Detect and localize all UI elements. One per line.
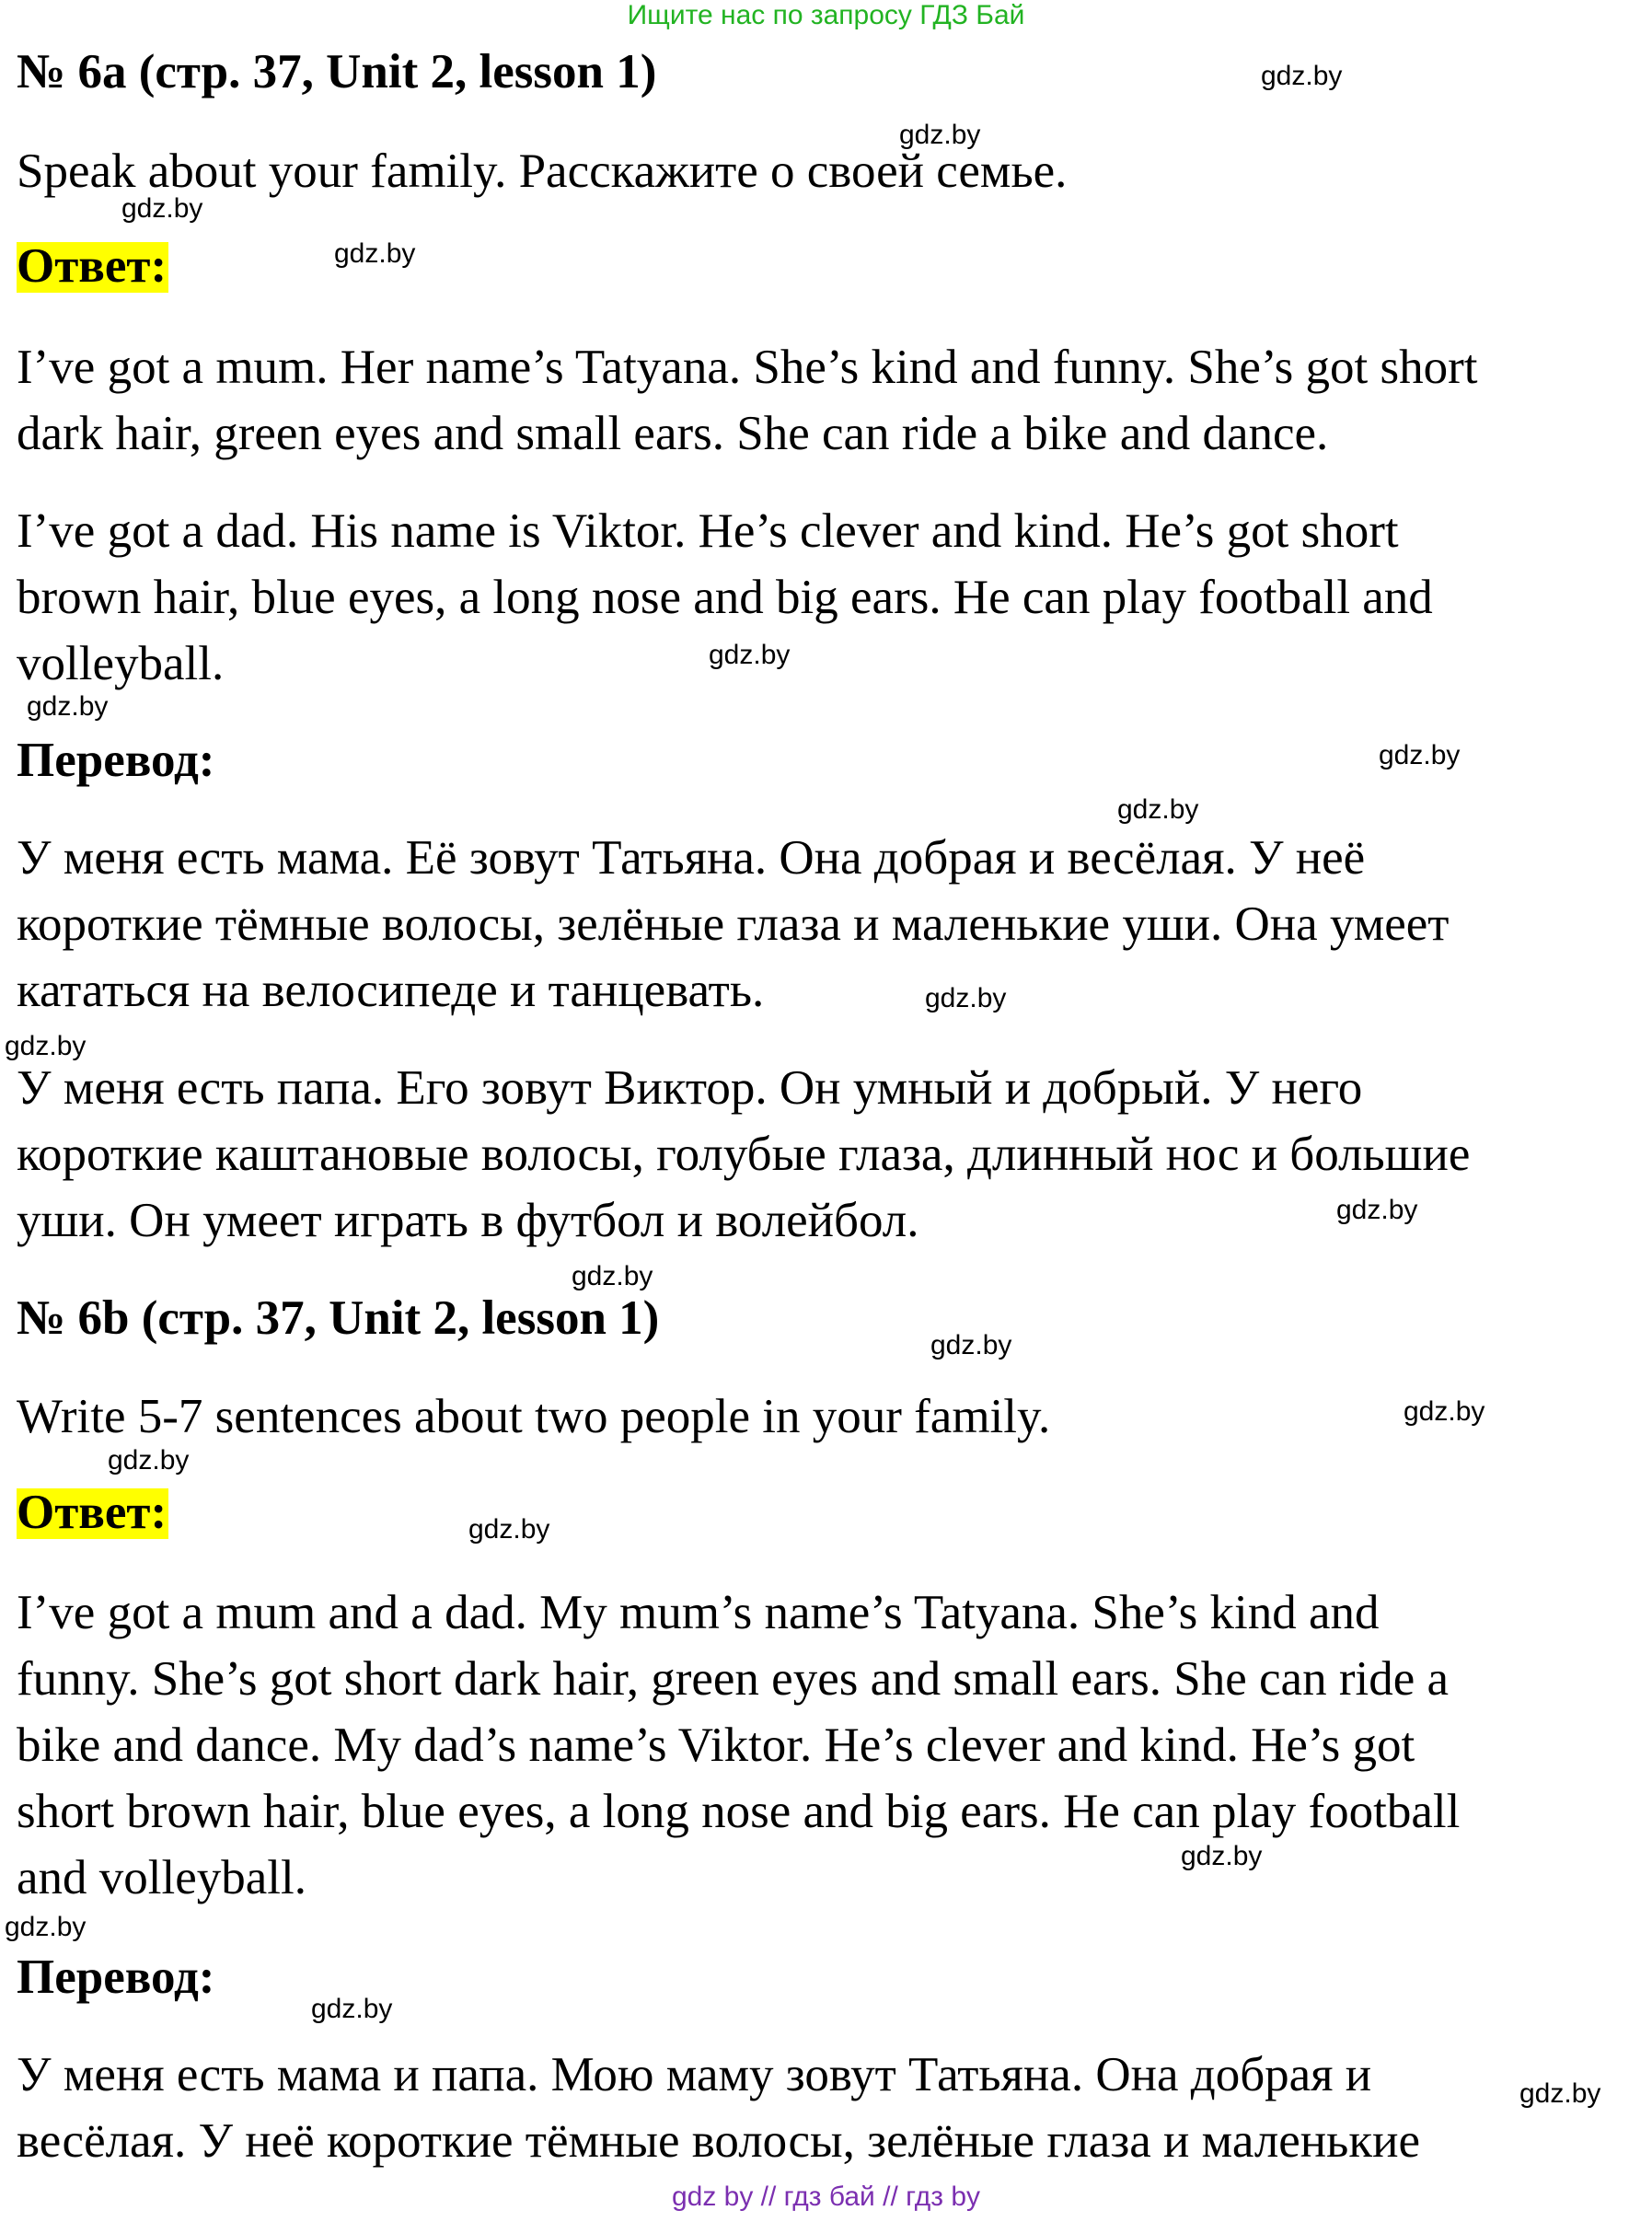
watermark: gdz.by — [5, 1912, 87, 1942]
watermark: gdz.by — [1336, 1195, 1418, 1225]
task-6b-answer-label: Ответ: — [17, 1486, 168, 1539]
watermark: gdz.by — [27, 691, 109, 722]
task-6a-heading: № 6a (стр. 37, Unit 2, lesson 1) — [17, 45, 657, 98]
task-6b-heading: № 6b (стр. 37, Unit 2, lesson 1) — [17, 1291, 660, 1345]
watermark: gdz.by — [5, 1031, 87, 1061]
task-6a-answer-line: dark hair, green eyes and small ears. She can ride a bike and dance. — [17, 407, 1329, 460]
watermark: gdz.by — [572, 1261, 653, 1291]
task-6a-prompt: Speak about your family. Расскажите о своей семье. — [17, 145, 1068, 198]
search-hint-banner[interactable]: Ищите нас по запросу ГДЗ Бай — [627, 0, 1025, 30]
task-6a-translation-line: короткие каштановые волосы, голубые глаза, длинный нос и большие — [17, 1128, 1471, 1181]
watermark: gdz.by — [899, 120, 981, 150]
task-6a-answer-label: Ответ: — [17, 239, 168, 293]
watermark: gdz.by — [1261, 61, 1343, 91]
watermark: gdz.by — [709, 640, 791, 670]
task-6b-answer-line: and volleyball. — [17, 1851, 306, 1904]
task-6a-translation-line: кататься на велосипеде и танцевать. — [17, 964, 765, 1017]
watermark: gdz.by — [108, 1445, 190, 1476]
task-6a-translation-line: уши. Он умеет играть в футбол и волейбол. — [17, 1194, 919, 1247]
task-6b-answer-line: I’ve got a mum and a dad. My mum’s name’s Tatyana. She’s kind and — [17, 1586, 1380, 1639]
task-6b-prompt: Write 5-7 sentences about two people in your family. — [17, 1390, 1051, 1443]
watermark: gdz.by — [1181, 1841, 1263, 1871]
task-6a-answer-line: brown hair, blue eyes, a long nose and big ears. He can play football and — [17, 571, 1433, 624]
watermark: gdz.by — [930, 1330, 1012, 1360]
site-links-banner[interactable]: gdz by // гдз бай // гдз by — [671, 2181, 981, 2212]
watermark: gdz.by — [1117, 794, 1199, 825]
task-6a-answer-line: volleyball. — [17, 637, 225, 690]
task-6a-translation-label: Перевод: — [17, 734, 215, 787]
task-6a-translation-line: У меня есть мама. Её зовут Татьяна. Она добрая и весёлая. У неё — [17, 831, 1366, 885]
task-6a-answer-line: I’ve got a dad. His name is Viktor. He’s clever and kind. He’s got short — [17, 504, 1399, 558]
watermark: gdz.by — [121, 193, 203, 224]
watermark: gdz.by — [1519, 2078, 1601, 2109]
task-6b-translation-label: Перевод: — [17, 1950, 215, 2004]
watermark: gdz.by — [334, 238, 416, 269]
watermark: gdz.by — [468, 1514, 550, 1545]
task-6b-answer-line: short brown hair, blue eyes, a long nose and big ears. He can play football — [17, 1785, 1461, 1838]
task-6b-translation-line: У меня есть мама и папа. Мою маму зовут Татьяна. Она добрая и — [17, 2048, 1372, 2101]
task-6b-answer-line: funny. She’s got short dark hair, green eyes and small ears. She can ride a — [17, 1652, 1449, 1706]
watermark: gdz.by — [1379, 740, 1461, 770]
task-6b-answer-line: bike and dance. My dad’s name’s Viktor. He’s clever and kind. He’s got — [17, 1719, 1415, 1772]
task-6a-answer-line: I’ve got a mum. Her name’s Tatyana. She’s kind and funny. She’s got short — [17, 341, 1478, 394]
task-6a-translation-line: короткие тёмные волосы, зелёные глаза и маленькие уши. Она умеет — [17, 897, 1450, 951]
watermark: gdz.by — [1404, 1396, 1485, 1427]
watermark: gdz.by — [311, 1994, 393, 2024]
task-6a-translation-line: У меня есть папа. Его зовут Виктор. Он умный и добрый. У него — [17, 1061, 1363, 1115]
watermark: gdz.by — [925, 983, 1007, 1013]
task-6b-translation-line: весёлая. У неё короткие тёмные волосы, зелёные глаза и маленькие — [17, 2114, 1420, 2168]
